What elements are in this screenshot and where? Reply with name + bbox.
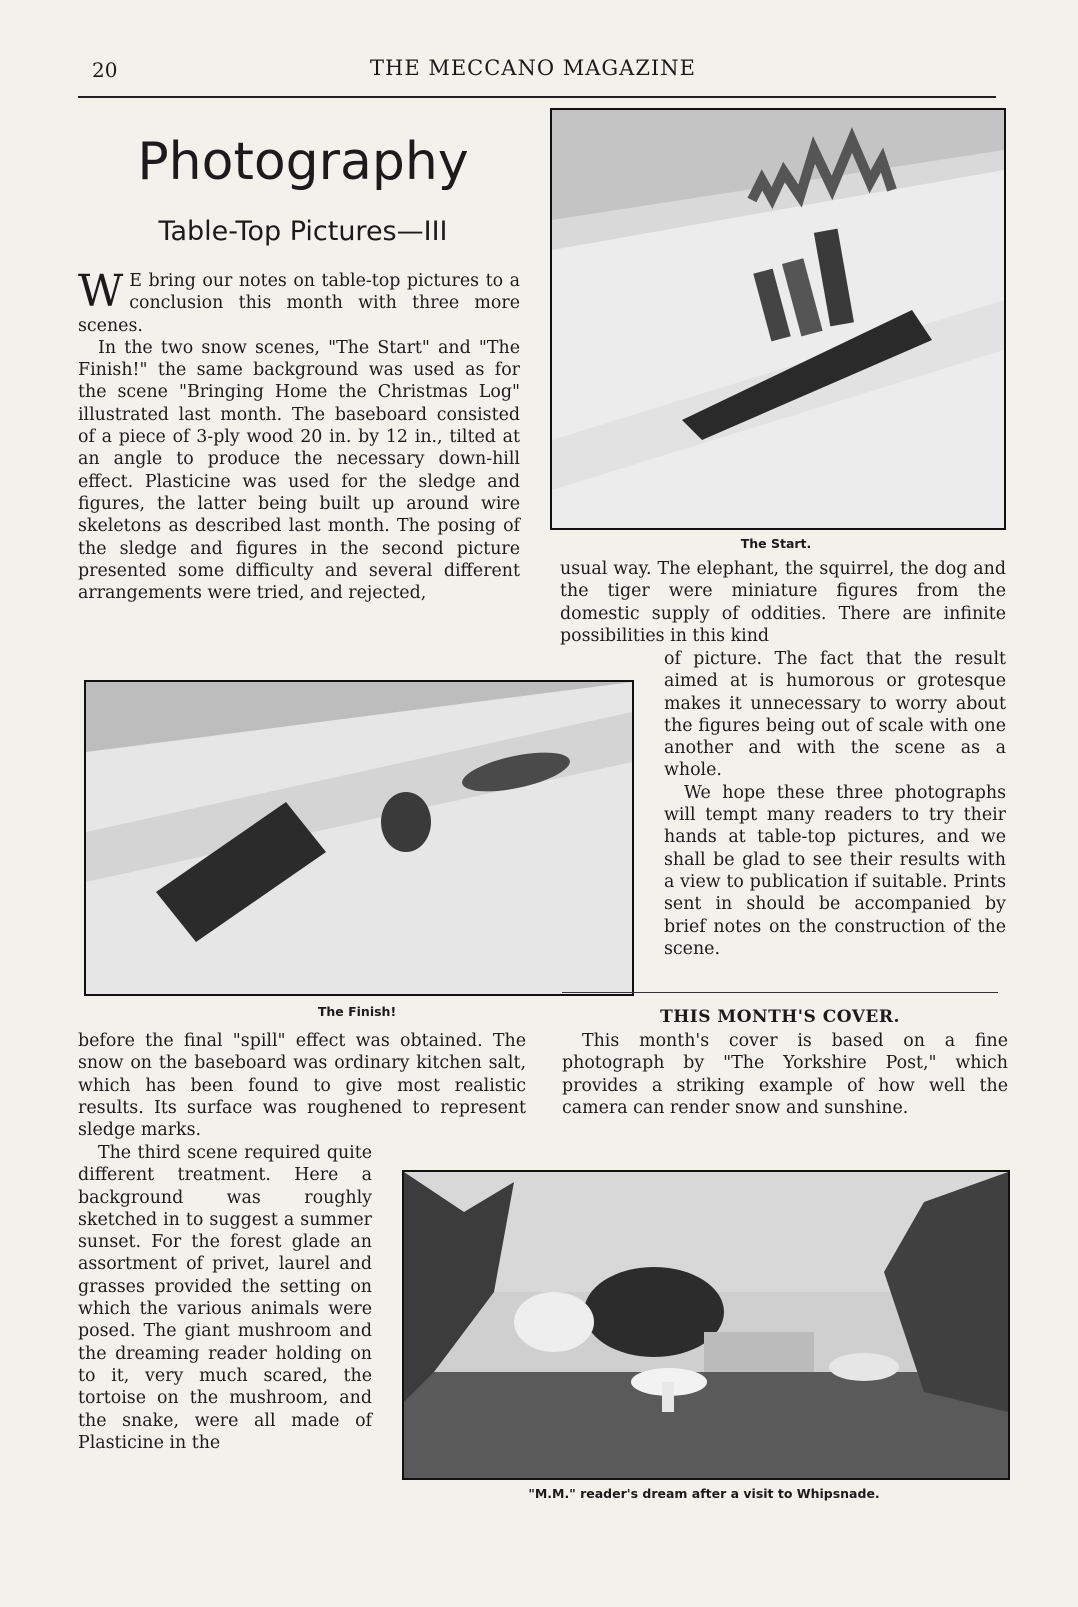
article-subtitle: Table-Top Pictures—III xyxy=(158,216,448,247)
drop-cap: W xyxy=(78,266,124,317)
cover-divider xyxy=(562,992,998,993)
caption-the-finish: The Finish! xyxy=(317,1004,397,1019)
right-paragraph-part1: usual way. The elephant, the squirrel, the dog and the tiger were miniature figures from the domestic supply of oddities. There are infinite possibilities in this kind xyxy=(560,559,1006,646)
cover-heading: THIS MONTH'S COVER. xyxy=(660,1007,900,1027)
page-number: 20 xyxy=(92,58,118,82)
article-title: Photography xyxy=(137,132,469,192)
left-continuation-text xyxy=(78,1030,526,1141)
photo-the-start xyxy=(550,108,1006,530)
paragraph-readers: We hope these three photographs will tempt many readers to try their hands at table-top pictures, and we shall be glad to see their results with a view to publication if suitable. Prints sent in should be accompanied by brief notes on the construction of the scene. xyxy=(664,782,1006,959)
caption-the-start: The Start. xyxy=(740,536,812,551)
paragraph-salt: before the final "spill" effect was obtained. The snow on the baseboard was ordinary kitchen salt, which has been found to give most realistic results. Its surface was roughened to represent sledge marks. xyxy=(78,1031,526,1141)
paragraph-third-scene: The third scene required quite different treatment. Here a background was roughly sketched in to suggest a summer sunset. For the forest glade an assortment of privet, laurel and grasses provided the setting on which the various animals were posed. The giant mushroom and the dreaming reader holding on to it, very much scared, the tortoise on the mushroom, and the snake, were all made of Plasticine in the xyxy=(78,1143,372,1453)
the-finish-image xyxy=(86,682,632,994)
cover-text: This month's cover is based on a fine photograph by "The Yorkshire Post," which provides a striking example of how well the camera can render snow and sunshine. xyxy=(562,1031,1008,1118)
left-column-text xyxy=(78,266,520,604)
left-third-scene-text xyxy=(78,1142,372,1454)
readers-dream-image xyxy=(404,1172,1008,1478)
photo-the-finish xyxy=(84,680,634,996)
header-rule xyxy=(78,96,996,98)
intro-paragraph xyxy=(78,266,520,337)
caption-readers-dream: "M.M." reader's dream after a visit to Whipsnade. xyxy=(528,1486,880,1501)
magazine-title: THE MECCANO MAGAZINE xyxy=(370,56,696,80)
paragraph-snow-scenes: In the two snow scenes, "The Start" and "The Finish!" the same background was used as for the scene "Bringing Home the Christmas Log" illustrated last month. The baseboard consisted of a piece of 3-ply wood 20 in. by 12 in., tilted at an angle to produce the necessary down-hill effect. Plasticine was used for the sledge and figures, the latter being built up around wire skeletons as described last month. The posing of the sledge and figures in the second picture presented some difficulty and several different arrangements were tried, and rejected, xyxy=(78,337,520,604)
photo-readers-dream xyxy=(402,1170,1010,1480)
intro-text: E bring our notes on table-top pictures to a conclusion this month with three more scenes. xyxy=(78,271,520,336)
right-paragraph-part2: of picture. The fact that the result aimed at is humorous or grotesque makes it unnecessary to worry about the figures being out of scale with one another and with the scene as a whole. We hope these three photographs will tempt many readers to try their hands at table-top pictures, and we shall be glad to see their results with a view to publication if suitable. Prints sent in should be accompanied by brief notes on the construction of the scene. xyxy=(664,649,1006,959)
the-start-image xyxy=(552,110,1004,528)
